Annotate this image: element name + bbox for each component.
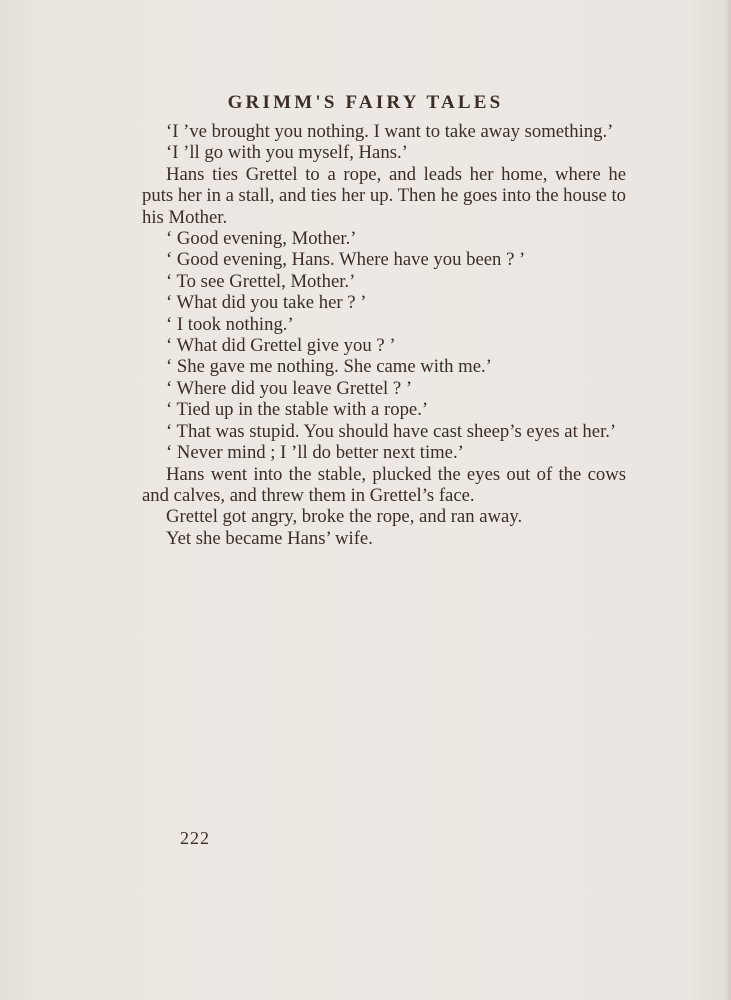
paragraph: ‘ Where did you leave Grettel ? ’ [166, 377, 413, 399]
paragraph: ‘ She gave me nothing. She came with me.’ [166, 356, 492, 378]
paragraph: ‘I ’ve brought you nothing. I want to take away something.’ [166, 121, 614, 142]
page-edge-shadow [725, 0, 731, 1000]
paragraph: Hans ties Grettel to a rope, and leads her home, where he puts her in a stall, and ties her up. Then he goes into the house to his Mother. [142, 163, 626, 228]
paragraph: ‘ Never mind ; I ’ll do better next time.’ [166, 442, 464, 464]
running-title: GRIMM'S FAIRY TALES [227, 92, 504, 113]
paragraph: ‘I ’ll go with you myself, Hans.’ [166, 142, 408, 164]
paragraph: ‘ What did Grettel give you ? ’ [166, 335, 396, 357]
paragraph: ‘ To see Grettel, Mother.’ [166, 270, 356, 292]
paragraph: ‘ Good evening, Mother.’ [166, 228, 357, 250]
paragraph: ‘ Tied up in the stable with a rope.’ [166, 399, 429, 421]
paragraph: ‘ Good evening, Hans. Where have you been ? ’ [166, 249, 526, 271]
story-text [142, 121, 626, 549]
paragraph: ‘ I took nothing.’ [166, 313, 294, 335]
page-number: 222 [180, 828, 210, 848]
paragraph: ‘ That was stupid. You should have cast sheep’s eyes at her.’ [166, 420, 617, 442]
paragraph: ‘ What did you take her ? ’ [166, 292, 367, 314]
paragraph: Yet she became Hans’ wife. [166, 527, 373, 549]
paragraph: Grettel got angry, broke the rope, and ran away. [166, 506, 523, 528]
paragraph: Hans went into the stable, plucked the eyes out of the cows and calves, and threw them in Grettel’s face. [142, 463, 626, 506]
